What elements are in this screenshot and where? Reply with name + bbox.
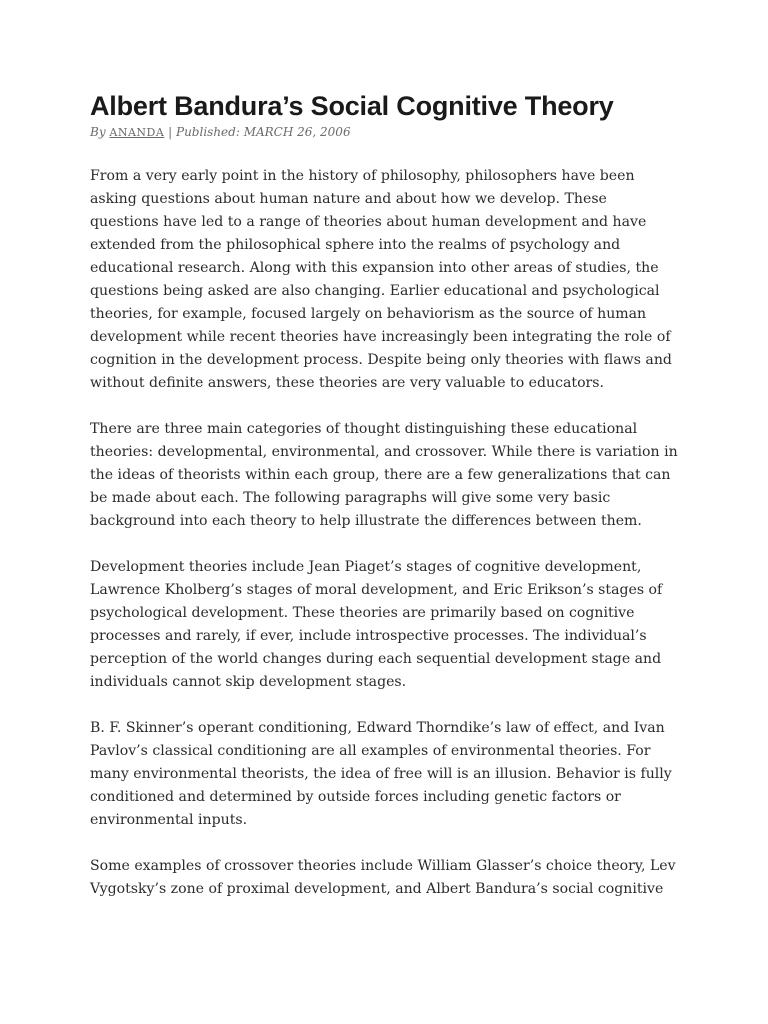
- article-body: [90, 165, 680, 901]
- article: [90, 88, 680, 924]
- publish-date: | Published: MARCH 26, 2006: [164, 125, 351, 139]
- paragraph: Development theories include Jean Piaget’s stages of cognitive development, Lawrence Kholberg’s stages of moral development, and Eric Erikson’s stages of psychological development. These theories are primarily based on cognitive processes and rarely, if ever, include introspective processes. The individual’s perception of the world changes during each sequential development stage and individuals cannot skip development stages.: [90, 559, 663, 690]
- paragraph: From a very early point in the history of philosophy, philosophers have been asking questions about human nature and about how we develop. These questions have led to a range of theories about human development and have extended from the philosophical sphere into the realms of psychology and educational research. Along with this expansion into other areas of studies, the questions being asked are also changing. Earlier educational and psychological theories, for example, focused largely on behaviorism as the source of human development while recent theories have increasingly been integrating the role of cognition in the development process. Despite being only theories with flaws and without definite answers, these theories are very valuable to educators.: [90, 168, 672, 391]
- author-link[interactable]: ANANDA: [109, 126, 165, 139]
- byline-prefix: By: [90, 125, 110, 139]
- byline: [90, 124, 680, 141]
- paragraph: Some examples of crossover theories include William Glasser’s choice theory, Lev Vygotsky’s zone of proximal development, and Albert Bandura’s social cognitive: [90, 858, 676, 897]
- article-title: Albert Bandura’s Social Cognitive Theory: [90, 91, 614, 121]
- paragraph: B. F. Skinner’s operant conditioning, Edward Thorndike’s law of effect, and Ivan Pavlov’s classical conditioning are all examples of environmental theories. For many environmental theorists, the idea of free will is an illusion. Behavior is fully conditioned and determined by outside forces including genetic factors or environmental inputs.: [90, 720, 672, 828]
- paragraph: There are three main categories of thought distinguishing these educational theories: developmental, environmental, and crossover. While there is variation in the ideas of theorists within each group, there are a few generalizations that can be made about each. The following paragraphs will give some very basic background into each theory to help illustrate the differences between them.: [90, 421, 678, 529]
